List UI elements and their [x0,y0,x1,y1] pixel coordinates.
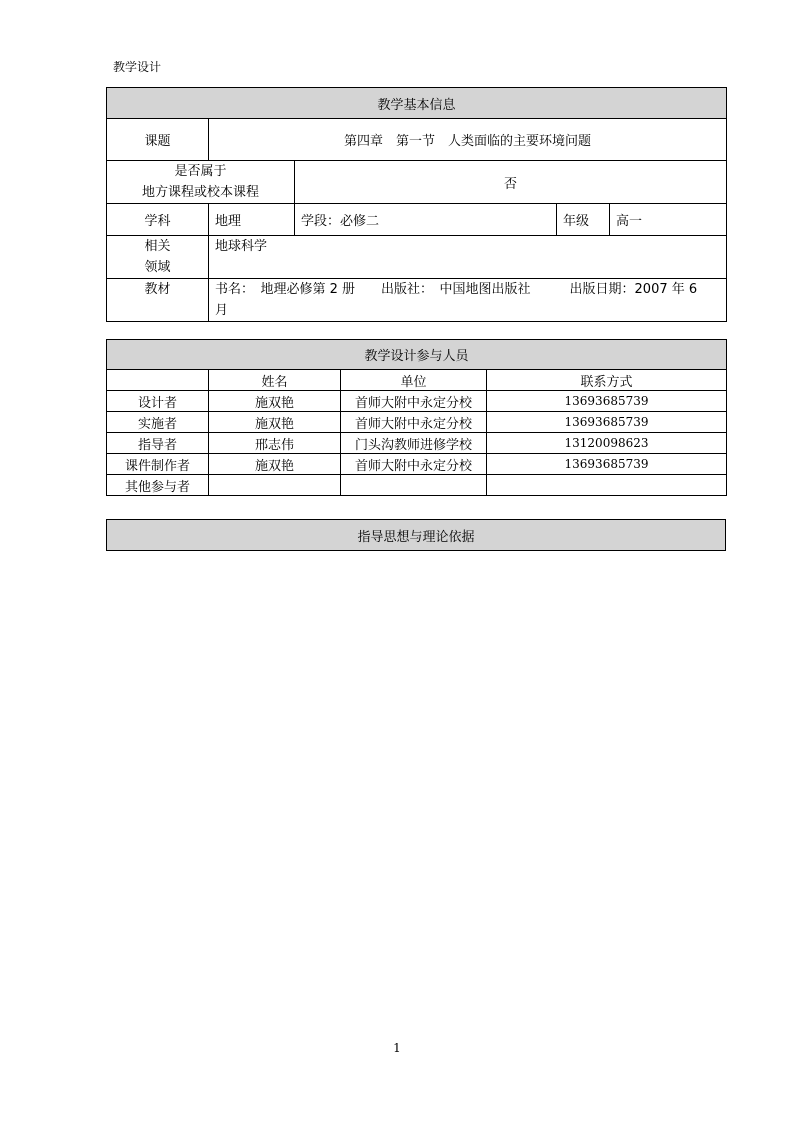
subject-value: 地理 [209,204,295,236]
textbook-line1: 书名： 地理必修第 2 册 出版社： 中国地图出版社 出版日期：2007 年 6 [215,282,698,297]
stage-cell [295,204,557,236]
textbook-label: 教材 [107,279,209,322]
participants-table [106,339,727,496]
column-header-contact: 联系方式 [487,370,727,391]
basic-info-title: 教学基本信息 [107,88,727,119]
column-header-unit: 单位 [341,370,487,391]
contact-cell: 13693685739 [487,454,727,475]
local-course-value: 否 [295,161,727,204]
textbook-value [209,279,727,322]
stage-label: 学段： [301,214,341,229]
name-cell: 邢志伟 [209,433,341,454]
textbook-line2: 月 [215,303,229,318]
local-course-label [107,161,295,204]
stage-value: 必修二 [340,214,380,229]
page-number: 1 [393,1041,401,1055]
field-label-line1: 相关 [144,239,171,254]
name-cell: 施双艳 [209,454,341,475]
unit-cell: 首师大附中永定分校 [341,412,487,433]
contact-cell: 13120098623 [487,433,727,454]
local-course-label-line2: 地方课程或校本课程 [141,185,259,200]
role-cell: 指导者 [107,433,209,454]
contact-cell: 13693685739 [487,391,727,412]
guidance-title: 指导思想与理论依据 [107,520,726,551]
grade-label: 年级 [557,204,610,236]
unit-cell [341,475,487,496]
topic-label: 课题 [107,119,209,161]
table-row [107,391,727,412]
contact-cell: 13693685739 [487,412,727,433]
name-cell [209,475,341,496]
table-row [107,433,727,454]
column-header-role [107,370,209,391]
role-cell: 其他参与者 [107,475,209,496]
table-row [107,412,727,433]
basic-info-table [106,87,727,322]
unit-cell: 门头沟教师进修学校 [341,433,487,454]
unit-cell: 首师大附中永定分校 [341,454,487,475]
unit-cell: 首师大附中永定分校 [341,391,487,412]
grade-value: 高一 [610,204,727,236]
column-header-name: 姓名 [209,370,341,391]
participants-title: 教学设计参与人员 [107,340,727,370]
field-label-line2: 领域 [144,260,171,275]
guidance-table [106,519,726,551]
role-cell: 设计者 [107,391,209,412]
name-cell: 施双艳 [209,412,341,433]
table-row [107,475,727,496]
document-header-label: 教学设计 [113,60,162,74]
topic-value: 第四章 第一节 人类面临的主要环境问题 [209,119,727,161]
role-cell: 课件制作者 [107,454,209,475]
field-value: 地球科学 [209,236,727,279]
contact-cell [487,475,727,496]
field-label [107,236,209,279]
name-cell: 施双艳 [209,391,341,412]
role-cell: 实施者 [107,412,209,433]
table-row [107,454,727,475]
subject-label: 学科 [107,204,209,236]
local-course-label-line1: 是否属于 [174,164,227,179]
